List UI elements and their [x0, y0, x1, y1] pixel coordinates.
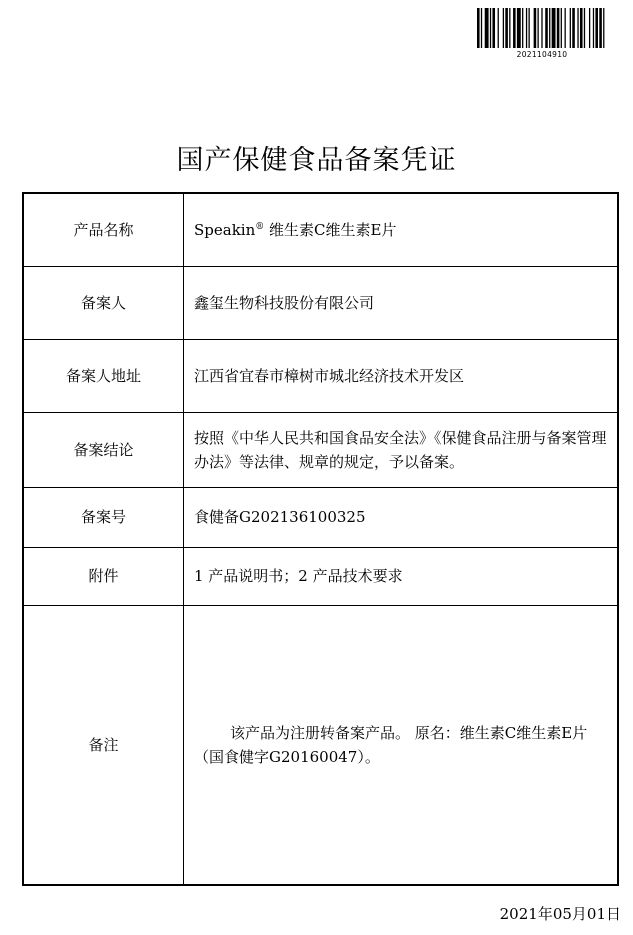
barcode-bar-32: [603, 8, 604, 48]
barcode-bar-6: [503, 8, 504, 48]
barcode-bar-0: [477, 8, 480, 48]
barcode-bar-15: [537, 8, 538, 48]
row-applicant: [23, 266, 618, 339]
barcode-bar-20: [557, 8, 560, 48]
label-applicant: 备案人: [23, 266, 184, 339]
barcode-bar-29: [593, 8, 594, 48]
value-applicant-address: 江西省宜春市樟树市城北经济技术开发区: [184, 339, 619, 412]
barcode-number: 2021104910: [516, 50, 568, 59]
barcode-bar-5: [498, 8, 499, 48]
barcode-bar-26: [580, 8, 583, 48]
row-attachments: [23, 547, 618, 605]
barcode-bar-8: [509, 8, 510, 48]
value-attachments: 1 产品说明书；2 产品技术要求: [184, 547, 619, 605]
barcode-bar-31: [599, 8, 602, 48]
barcode-bar-18: [549, 8, 550, 48]
document-title: 国产保健食品备案凭证: [176, 145, 457, 176]
value-product-name: [184, 193, 619, 266]
barcode-bar-28: [589, 8, 590, 48]
label-product-name: 产品名称: [23, 193, 184, 266]
label-record-number: 备案号: [23, 487, 184, 547]
barcode-bar-22: [565, 8, 566, 48]
product-name-rest: 维生素C维生素E片: [264, 220, 397, 239]
value-remarks: [184, 605, 619, 885]
label-attachments: 附件: [23, 547, 184, 605]
barcode-bar-4: [492, 8, 495, 48]
label-remarks: 备注: [23, 605, 184, 885]
barcode-bar-17: [545, 8, 548, 48]
row-record-number: [23, 487, 618, 547]
barcode-bar-30: [595, 8, 598, 48]
product-brand: Speakin: [194, 220, 256, 239]
record-table: [22, 192, 619, 886]
barcode-bar-3: [490, 8, 491, 48]
barcode-bar-24: [572, 8, 575, 48]
barcode-bar-1: [481, 8, 482, 48]
row-conclusion: [23, 412, 618, 487]
barcode-bar-10: [517, 8, 521, 48]
barcode-bar-16: [541, 8, 542, 48]
value-applicant: 鑫玺生物科技股份有限公司: [184, 266, 619, 339]
row-product-name: [23, 193, 618, 266]
barcode-bar-13: [528, 8, 529, 48]
barcode-bar-23: [570, 8, 571, 48]
row-applicant-address: [23, 339, 618, 412]
barcode-bar-7: [505, 8, 508, 48]
remark-text: 该产品为注册转备案产品。 原名：维生素C维生素E片（国食健字G20160047）。: [194, 723, 588, 766]
row-remarks: [23, 605, 618, 885]
registered-mark: ®: [255, 221, 265, 232]
label-applicant-address: 备案人地址: [23, 339, 184, 412]
barcode-bar-21: [561, 8, 562, 48]
barcode-bar-9: [513, 8, 516, 48]
barcode-bar-11: [522, 8, 523, 48]
barcode-bar-14: [534, 8, 537, 48]
barcode-bar-2: [485, 8, 489, 48]
barcode-bar-27: [584, 8, 585, 48]
value-conclusion: 按照《中华人民共和国食品安全法》《保健食品注册与备案管理办法》等法律、规章的规定，予以备案。: [184, 412, 619, 487]
issue-date: 2021年05月01日: [499, 905, 621, 923]
barcode-bar-12: [526, 8, 527, 48]
barcode-bar-19: [552, 8, 556, 48]
value-record-number: 食健备G202136100325: [184, 487, 619, 547]
barcode-image: [477, 8, 607, 48]
barcode-bar-25: [577, 8, 578, 48]
label-conclusion: 备案结论: [23, 412, 184, 487]
